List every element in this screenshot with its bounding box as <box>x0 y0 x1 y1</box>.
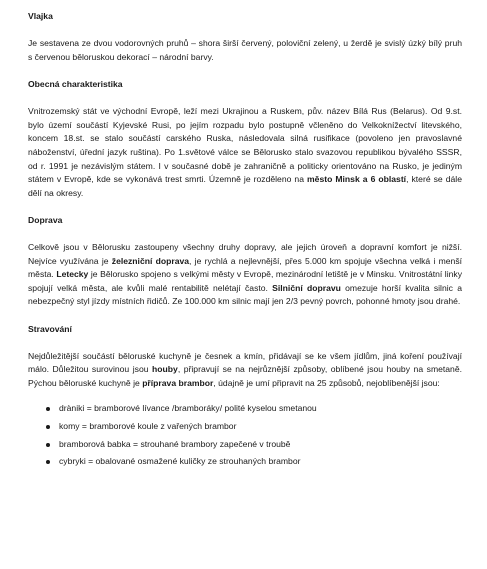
food-text-3: , údajně je umí připravit na 25 způsobů, nejoblíbenější jsou: <box>213 378 440 389</box>
list-item: bramborová babka = strouhané brambory zapečené v troubě <box>46 438 462 452</box>
food-text-2: , připravují se na nejrůznější způsoby, oblíbené jsou houby na smetaně. Pýchou běloruské kuchyně je <box>28 364 462 389</box>
transport-text-2: , je rychlá a nejlevnější, přes 5.000 km spojuje všechna velká i menší města. <box>28 255 463 280</box>
list-item: cybryki = obalované osmažené kuličky ze strouhaných brambor <box>46 455 462 469</box>
food-paragraph <box>28 350 462 391</box>
transport-paragraph <box>28 241 462 309</box>
list-item: dràniki = bramborové lívance /bramboráky/ polité kyselou smetanou <box>46 402 462 416</box>
section-heading-flag: Vlajka <box>28 11 53 21</box>
general-text-2: , které se dále dělí na okresy. <box>28 174 462 198</box>
transport-text-3: je Bělorusko spojeno s velkými městy v Evropě, mezinárodní letiště je v Minsku. Vnitrostátní linky spojují velká města, ale kvůli malé rentabilitě nelétají často. <box>28 269 463 293</box>
general-bold-regions: město Minsk a 6 oblastí <box>307 174 407 185</box>
potato-dishes-list <box>28 402 462 469</box>
transport-bold-rail: železniční doprava <box>111 255 190 266</box>
section-heading-transport: Doprava <box>28 214 63 225</box>
section-heading-general: Obecná charakteristika <box>28 78 123 89</box>
list-item: komy = bramborové koule z vařených brambor <box>46 420 462 434</box>
transport-text-1: Celkově jsou v Bělorusku zastoupeny všechny druhy dopravy, ale jejich úroveň a dopravní komfort je nižší. Nejvíce využívána je <box>28 242 462 266</box>
food-bold-potatoes: příprava brambor <box>142 378 214 389</box>
food-text-1: Nejdůležitější součástí běloruské kuchyně je česnek a kmín, přidávají se ke všem jídlům, jiná koření používají málo. Důležitou surovinou jsou <box>28 350 462 375</box>
general-paragraph <box>28 105 462 200</box>
general-text-1: Vnitrozemský stát ve východní Evropě, leží mezi Ukrajinou a Ruskem, pův. název Bílá Rus (Belarus). Od 9.st. bylo území součástí Kyjevské Rusi, po jejím rozpadu bylo postupně včleněno do Velkoknížectví litevského, koncem 18.st. se stalo součástí carského Ruska, následovala silná rusifikace (povoleno jen pravoslavné náboženství, úřední jazyk ruština). Po 1.světové válce se Bělorusko stalo svazovou republikou bývalého SSSR, od r. 1991 je nezávislým státem. I v současné době je zahraničně a politicky orientováno na Rusko, je jediným státem v Evropě, kde se vykonává trest smrti. Územně je rozděleno na <box>28 106 462 185</box>
transport-bold-air: Letecky <box>56 269 89 280</box>
transport-bold-road: Silniční dopravu <box>272 282 341 293</box>
food-bold-mushrooms: houby <box>152 364 178 375</box>
transport-text-4: omezuje horší kvalita silnic a nebezpečný styl jízdy místních řidičů. Ze 100.000 km silnic mají jen 2/3 pevný povrch, pohonné hmoty jsou drahé. <box>28 282 462 307</box>
flag-paragraph: Je sestavena ze dvou vodorovných pruhů – shora širší červený, poloviční zelený, u žerdě je svislý úzký bílý pruh s červenou běloruskou dekorací – národní barvy. <box>28 38 462 62</box>
section-heading-food: Stravování <box>28 323 72 334</box>
